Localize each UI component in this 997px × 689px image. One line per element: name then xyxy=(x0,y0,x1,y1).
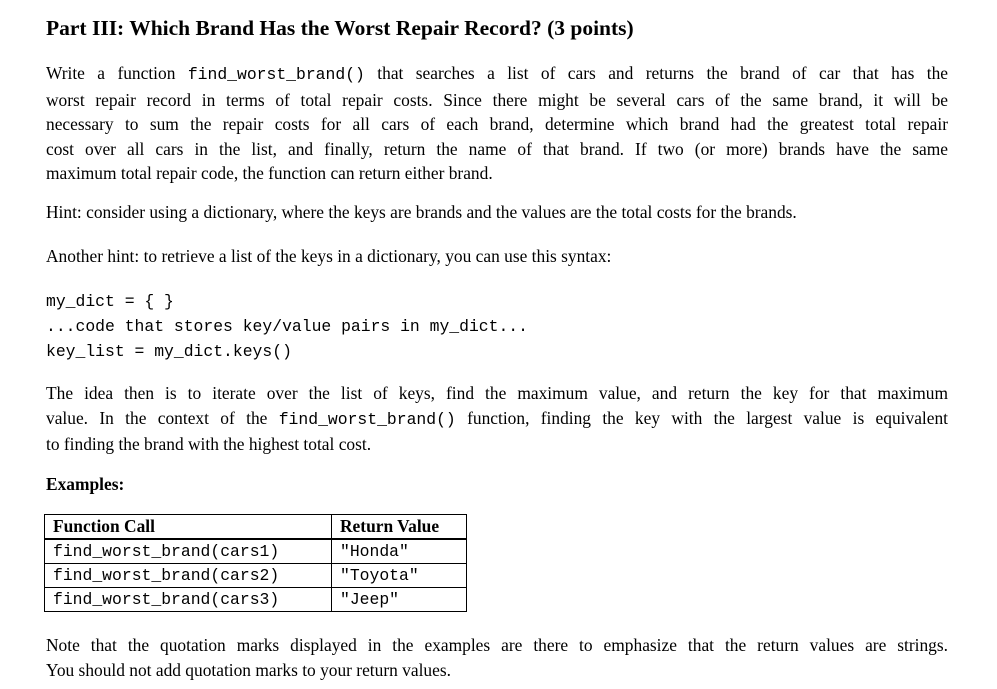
section-heading: Part III: Which Brand Has the Worst Repair Record? (3 points) xyxy=(46,16,634,40)
code-line-3: key_list = my_dict.keys() xyxy=(46,342,292,361)
idea-text-a: value. In the context of the xyxy=(46,407,279,428)
hint-paragraph: Hint: consider using a dictionary, where the keys are brands and the values are the total costs for the brands. xyxy=(46,202,797,222)
examples-heading: Examples: xyxy=(46,474,125,494)
header-return-value: Return Value xyxy=(332,515,467,540)
function-name-code-2: find_worst_brand() xyxy=(278,409,456,429)
examples-table xyxy=(44,514,467,612)
code-block xyxy=(46,289,528,364)
note-line-1: Note that the quotation marks displayed in the examples are there to emphasize that the return values are strings. xyxy=(46,635,948,655)
function-call-cell: find_worst_brand(cars2) xyxy=(45,564,332,588)
intro-paragraph xyxy=(46,61,948,186)
intro-line-3: necessary to sum the repair costs for all cars of each brand, determine which brand had the greatest total repair xyxy=(46,114,948,135)
table-row xyxy=(45,564,467,588)
code-line-2: ...code that stores key/value pairs in my_dict... xyxy=(46,317,528,336)
idea-line-2 xyxy=(46,406,948,433)
function-name-code: find_worst_brand() xyxy=(187,65,365,84)
note-line-2: You should not add quotation marks to your return values. xyxy=(46,659,451,680)
table-header-row xyxy=(45,515,467,540)
return-value-cell: "Jeep" xyxy=(332,588,467,612)
intro-line-4: cost over all cars in the list, and finally, return the name of that brand. If two (or more) brands have the same xyxy=(46,138,948,159)
intro-line-1 xyxy=(46,61,948,88)
intro-line-2: worst repair record in terms of total repair costs. Since there might be several cars of the same brand, it will be xyxy=(46,89,948,110)
function-call-cell: find_worst_brand(cars3) xyxy=(45,588,332,612)
return-value-cell: "Honda" xyxy=(332,539,467,564)
return-value-cell: "Toyota" xyxy=(332,564,467,588)
idea-paragraph xyxy=(46,381,948,457)
header-function-call: Function Call xyxy=(45,515,332,540)
table-row xyxy=(45,539,467,564)
idea-line-3: to finding the brand with the highest total cost. xyxy=(46,434,372,455)
intro-line-5: maximum total repair code, the function can return either brand. xyxy=(46,163,493,184)
intro-text-b: that searches a list of cars and returns the brand of car that has the xyxy=(364,63,948,83)
table-row xyxy=(45,588,467,612)
code-line-1: my_dict = { } xyxy=(46,292,174,311)
another-hint-paragraph: Another hint: to retrieve a list of the keys in a dictionary, you can use this syntax: xyxy=(46,246,612,266)
idea-line-1: The idea then is to iterate over the list of keys, find the maximum value, and return the key for that maximum xyxy=(46,383,948,403)
note-paragraph xyxy=(46,633,948,682)
idea-text-b: function, finding the key with the largest value is equivalent xyxy=(455,407,948,428)
function-call-cell: find_worst_brand(cars1) xyxy=(45,539,332,564)
intro-text-a: Write a function xyxy=(46,63,188,83)
